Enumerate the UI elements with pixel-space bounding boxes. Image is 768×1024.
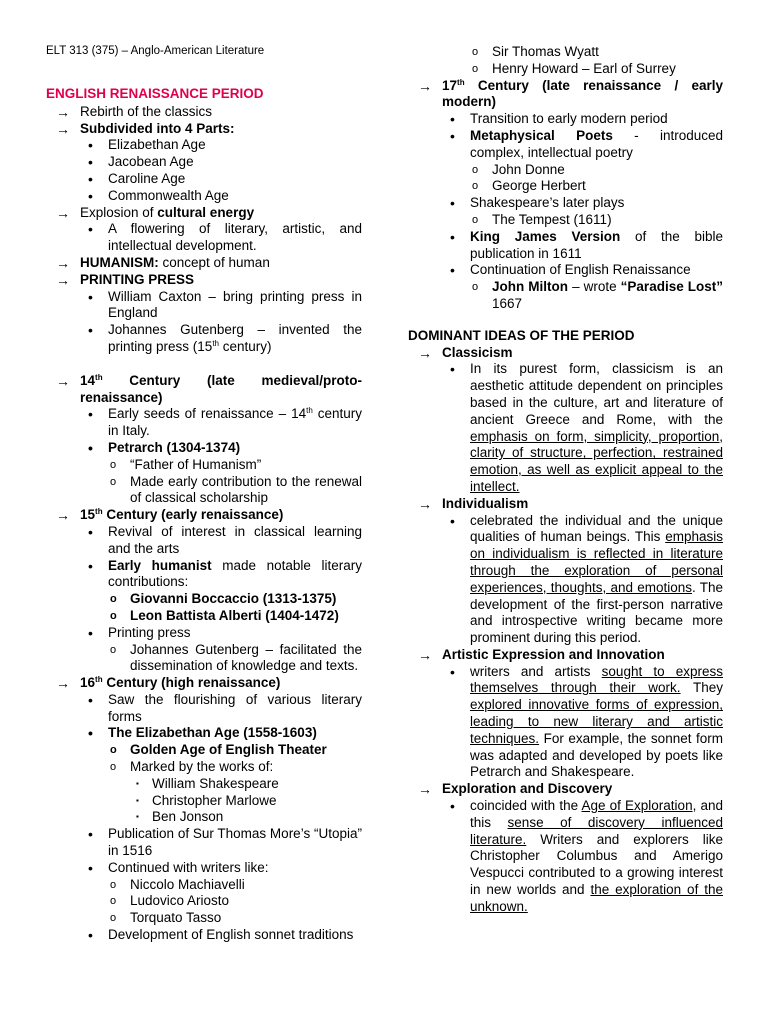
list-item: • William Caxton – bring printing press in England: [88, 288, 362, 321]
list-item: → Individualism: [418, 495, 529, 512]
list-item: o Made early contribution to the renewal of classical scholarship: [110, 473, 362, 506]
list-item: → 16th Century (high renaissance): [56, 675, 281, 692]
list-item: • Commonwealth Age: [88, 187, 229, 204]
bullet-icon: •: [88, 221, 93, 238]
circle-bullet-icon: o: [110, 458, 117, 471]
bullet-icon: •: [88, 826, 93, 843]
spacer: [408, 313, 723, 328]
bullet-icon: •: [88, 154, 93, 171]
list-item: → PRINTING PRESS: [56, 271, 195, 288]
circle-bullet-icon: o: [110, 878, 117, 891]
list-item: • King James Version of the bible publication in 1611: [450, 228, 723, 261]
list-item: • Metaphysical Poets - introduced complex, intellectual poetry: [450, 127, 724, 160]
bullet-icon: •: [88, 624, 93, 641]
list-item: ▪ William Shakespeare: [136, 775, 279, 791]
arrow-icon: →: [418, 77, 432, 94]
list-item: • Petrarch (1304-1374): [88, 439, 241, 456]
circle-bullet-icon: o: [110, 593, 117, 606]
circle-bullet-icon: o: [110, 475, 117, 488]
bullet-icon: •: [450, 262, 455, 279]
list-item: o Niccolo Machiavelli: [110, 876, 245, 892]
arrow-icon: →: [418, 781, 432, 798]
bullet-icon: •: [88, 725, 93, 742]
square-bullet-icon: ▪: [136, 778, 139, 788]
list-item: • A flowering of literary, artistic, and intellectual development.: [88, 221, 362, 254]
list-item: o Torquato Tasso: [110, 910, 222, 926]
list-item: o Sir Thomas Wyatt: [472, 44, 599, 59]
list-item: • Early humanist made notable literary contributions:: [88, 557, 363, 590]
list-item: → 17th Century (late renaissance / early modern): [418, 77, 723, 110]
list-item: • Saw the flourishing of various literary forms: [88, 691, 362, 724]
circle-bullet-icon: o: [472, 281, 479, 294]
list-item: • In its purest form, classicism is an aesthetic attitude dependent on principles based in the culture, art and literature of ancient Greece and Rome, with the emphasis on form, simplicity, proportion, clarity of structure, perfection, restrained emotion, as well as explicit appeal to the intellect.: [450, 361, 723, 494]
list-item: o Leon Battista Alberti (1404-1472): [110, 607, 339, 623]
circle-bullet-icon: o: [472, 62, 479, 75]
list-item: o Henry Howard – Earl of Surrey: [472, 60, 676, 76]
list-item: • Johannes Gutenberg – invented the printing press (15th century): [88, 322, 362, 354]
arrow-icon: →: [418, 344, 432, 361]
bullet-icon: •: [88, 557, 93, 574]
list-item: o Golden Age of English Theater: [110, 742, 327, 758]
bullet-icon: •: [450, 663, 455, 680]
circle-bullet-icon: o: [110, 744, 117, 757]
bullet-icon: •: [88, 523, 93, 540]
list-item: • Elizabethan Age: [88, 137, 206, 154]
spacer: [46, 356, 362, 373]
list-item: • Revival of interest in classical learning and the arts: [88, 523, 362, 556]
list-item: o Johannes Gutenberg – facilitated the dissemination of knowledge and texts.: [110, 641, 362, 674]
circle-bullet-icon: o: [110, 643, 117, 656]
list-item: • writers and artists sought to express themselves through their work. They explored innovative forms of expression, leading to new literary and artistic techniques. For example, the sonnet form was adapted and developed by poets like Petrarch and Shakespeare.: [450, 663, 723, 780]
list-item: • Printing press: [88, 624, 191, 641]
list-item: → Exploration and Discovery: [418, 781, 613, 798]
list-item: • Continuation of English Renaissance: [450, 262, 691, 279]
list-item: ▪ Ben Jonson: [136, 809, 224, 825]
list-item: → 14th Century (late medieval/proto-renaissance): [56, 372, 362, 405]
list-item: • Continued with writers like:: [88, 859, 269, 876]
list-item: o John Milton – wrote “Paradise Lost” 1667: [472, 279, 723, 311]
bullet-icon: •: [450, 228, 455, 245]
list-item: • Shakespeare’s later plays: [450, 195, 625, 212]
left-column: [46, 0, 362, 944]
bullet-icon: •: [450, 195, 455, 212]
list-item: → Subdivided into 4 Parts:: [56, 120, 235, 137]
circle-bullet-icon: o: [110, 912, 117, 925]
bullet-icon: •: [450, 512, 455, 529]
list-item: → 15th Century (early renaissance): [56, 507, 284, 524]
list-item: • Caroline Age: [88, 170, 186, 187]
list-item: o The Tempest (1611): [472, 211, 612, 227]
list-item: o John Donne: [472, 161, 565, 177]
arrow-icon: →: [56, 675, 70, 692]
section-title-english-renaissance: ENGLISH RENAISSANCE PERIOD: [46, 86, 264, 101]
bullet-icon: •: [450, 127, 455, 144]
list-item: → Classicism: [418, 344, 513, 361]
bullet-icon: •: [88, 187, 93, 204]
list-item: • Development of English sonnet traditions: [88, 927, 354, 944]
arrow-icon: →: [56, 204, 70, 221]
bullet-icon: •: [88, 859, 93, 876]
list-item: → Explosion of cultural energy: [56, 204, 255, 221]
list-item: o “Father of Humanism”: [110, 456, 262, 472]
list-item: • coincided with the Age of Exploration, and this sense of discovery influenced literature. Writers and explorers like Christopher Columbus and Amerigo Vespucci contributed to a growing interest in new worlds and the exploration of the unknown.: [450, 798, 723, 914]
circle-bullet-icon: o: [472, 213, 479, 226]
bullet-icon: •: [450, 361, 455, 378]
bullet-icon: •: [88, 406, 93, 423]
arrow-icon: →: [56, 507, 70, 524]
section-title-dominant-ideas: DOMINANT IDEAS OF THE PERIOD: [408, 327, 635, 343]
list-item: o Giovanni Boccaccio (1313-1375): [110, 591, 337, 607]
arrow-icon: →: [56, 271, 70, 288]
arrow-icon: →: [56, 103, 70, 120]
bullet-icon: •: [450, 798, 455, 815]
arrow-icon: →: [418, 646, 432, 663]
list-item: • Transition to early modern period: [450, 111, 668, 128]
circle-bullet-icon: o: [472, 180, 479, 193]
list-item: o Marked by the works of:: [110, 759, 274, 775]
list-item: • Jacobean Age: [88, 154, 194, 171]
arrow-icon: →: [56, 254, 70, 271]
circle-bullet-icon: o: [472, 46, 479, 58]
bullet-icon: •: [88, 927, 93, 944]
bullet-icon: •: [88, 691, 93, 708]
list-item: • celebrated the individual and the unique qualities of human beings. This emphasis on individualism is reflected in literature through the exploration of personal experiences, thoughts, and emotions. The development of the first-person narrative and introspective writing became more prominent during this period.: [450, 512, 723, 646]
circle-bullet-icon: o: [110, 895, 117, 908]
list-item: → Rebirth of the classics: [56, 103, 213, 120]
bullet-icon: •: [88, 288, 93, 305]
bullet-icon: •: [88, 170, 93, 187]
course-header: ELT 313 (375) – Anglo-American Literature: [46, 45, 265, 57]
list-item: → Artistic Expression and Innovation: [418, 646, 665, 663]
arrow-icon: →: [56, 372, 70, 389]
bullet-icon: •: [88, 439, 93, 456]
arrow-icon: →: [418, 495, 432, 512]
square-bullet-icon: ▪: [136, 795, 139, 805]
list-item: • Publication of Sur Thomas More’s “Utopia” in 1516: [88, 826, 362, 859]
bullet-icon: •: [88, 322, 93, 339]
bullet-icon: •: [450, 111, 455, 128]
list-item: → HUMANISM: concept of human: [56, 254, 270, 271]
circle-bullet-icon: o: [110, 609, 117, 622]
list-item: • The Elizabethan Age (1558-1603): [88, 725, 317, 742]
list-item: o Ludovico Ariosto: [110, 893, 230, 909]
list-item: o George Herbert: [472, 178, 586, 194]
circle-bullet-icon: o: [110, 761, 117, 774]
arrow-icon: →: [56, 120, 70, 137]
right-column: [408, 0, 723, 916]
list-item: • Early seeds of renaissance – 14th century in Italy.: [88, 406, 362, 439]
square-bullet-icon: ▪: [136, 812, 139, 822]
circle-bullet-icon: o: [472, 163, 479, 176]
bullet-icon: •: [88, 137, 93, 154]
list-item: ▪ Christopher Marlowe: [136, 792, 277, 808]
